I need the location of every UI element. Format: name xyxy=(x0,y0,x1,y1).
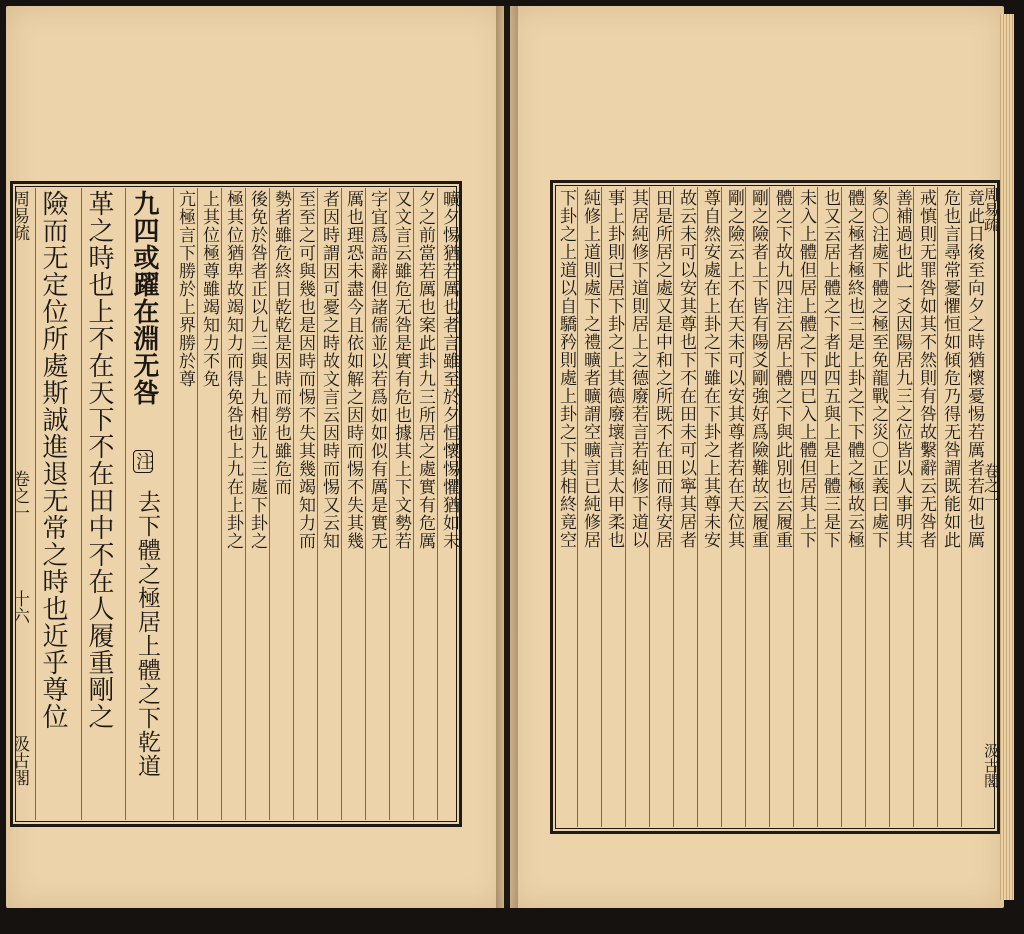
left-margin-page: 十六 xyxy=(9,590,29,624)
left-column-4: 上其位極尊雖竭知力不免 xyxy=(199,190,219,388)
right-column-14: 象〇注處下體之極至免龍戰之災〇正義曰處下 xyxy=(868,189,888,549)
right-column-5: 田是所居之處又是中和之所既不在田而得安居 xyxy=(652,189,672,549)
left-column-3: 亢極言下勝於上界勝於尊 xyxy=(175,190,195,388)
right-column-11: 未入上體但居上體之下四已入上體但居其上下 xyxy=(796,189,816,549)
left-margin-volume: 卷之一 xyxy=(9,470,29,521)
right-column-13: 體之極者極終也三是上卦之下下體之極故云極 xyxy=(844,189,864,549)
right-margin-title: 周易疏 xyxy=(982,187,1000,232)
left-margin-title: 周易疏 xyxy=(9,190,29,241)
left-annotation-mark xyxy=(133,450,153,490)
right-column-2: 純修上道則處下之禮曠者曠謂空曠言已純修居 xyxy=(580,189,600,549)
left-margin-publisher: 汲古閣 xyxy=(9,735,29,786)
left-column-2: 革之時也上不在天下不在田中不在人履重剛之 xyxy=(84,190,114,730)
right-column-9: 剛之險者上下皆有陽爻剛強好爲險難故云履重 xyxy=(748,189,768,549)
left-column-12: 又文言云雖危无咎是實有危也據其上下文勢若 xyxy=(391,190,411,550)
right-column-3: 事上卦則已居下卦之上其德廢壞言其太甲柔也 xyxy=(604,189,624,549)
left-column-11: 字宜爲語辭但諸儒並以若爲如如似有厲是實无 xyxy=(367,190,387,550)
right-column-6: 故云未可以安其尊也下不在田未可以寧其居者 xyxy=(676,189,696,549)
left-column-14: 曠夕惕猶若厲也者言雖至於夕恒懷惕懼猶如未 xyxy=(439,190,459,550)
right-column-15: 善補過也此一爻因陽居九三之位皆以人事明其 xyxy=(892,189,912,549)
right-column-16: 戒慎則无罪咎如其不然則有咎故繫辭云无咎者 xyxy=(916,189,936,549)
left-column-7: 勢者雖危終日乾乾是因時而勞也雖危而 xyxy=(271,190,291,496)
page-edges xyxy=(1000,14,1014,900)
left-column-6: 後免於咎者正以九三與上九相並九三處下卦之 xyxy=(247,190,267,550)
left-column-1: 險而无定位所處斯誠進退无常之時也近乎尊位 xyxy=(38,190,68,730)
right-text-frame xyxy=(550,180,1000,834)
left-heading-line: 九四或躍在淵无咎 xyxy=(129,190,159,406)
left-text-frame xyxy=(10,181,462,827)
left-column-10: 厲也理恐未盡今且依如解之因時而惕不失其幾 xyxy=(343,190,363,550)
left-column-8: 至至之可與幾也是因時而惕不失其幾竭知力而 xyxy=(295,190,315,550)
right-column-17: 危也言尋常憂懼恒如傾危乃得无咎謂既能如此 xyxy=(940,189,960,549)
right-column-18: 竟此日後至向夕之時猶懷憂惕若厲者若如也厲 xyxy=(964,189,984,549)
right-column-12: 也又云居上體之下者此四五與上是上體三是下 xyxy=(820,189,840,549)
right-column-1: 下卦之上道以自驕矜則處上卦之下其相終竟空 xyxy=(556,189,576,549)
right-column-7: 尊自然安處在上卦之下雖在下卦之上其尊未安 xyxy=(700,189,720,549)
left-column-13: 夕之前當若厲也案此卦九三所居之處實有危厲 xyxy=(415,190,435,550)
right-margin-volume: 卷之一 xyxy=(982,463,1000,508)
right-column-10: 體之下故九四注云居上體之下與此別也云履重 xyxy=(772,189,792,549)
right-column-4: 其居純修下道則居上之德廢若言若純修下道以 xyxy=(628,189,648,549)
left-column-9: 者因時謂因可憂之時故文言云因時而惕又云知 xyxy=(319,190,339,550)
book-gutter xyxy=(496,6,518,908)
right-margin-publisher: 汲古閣 xyxy=(982,743,1000,788)
annotation-mark: 注 xyxy=(133,452,154,471)
left-column-5: 極其位猶卑故竭知力而得免咎也上九在上卦之 xyxy=(223,190,243,550)
right-column-8: 剛之險云上不在天未可以安其尊者若在天位其 xyxy=(724,189,744,549)
left-heading-note: 去下體之極居上體之下乾道 xyxy=(134,490,160,778)
